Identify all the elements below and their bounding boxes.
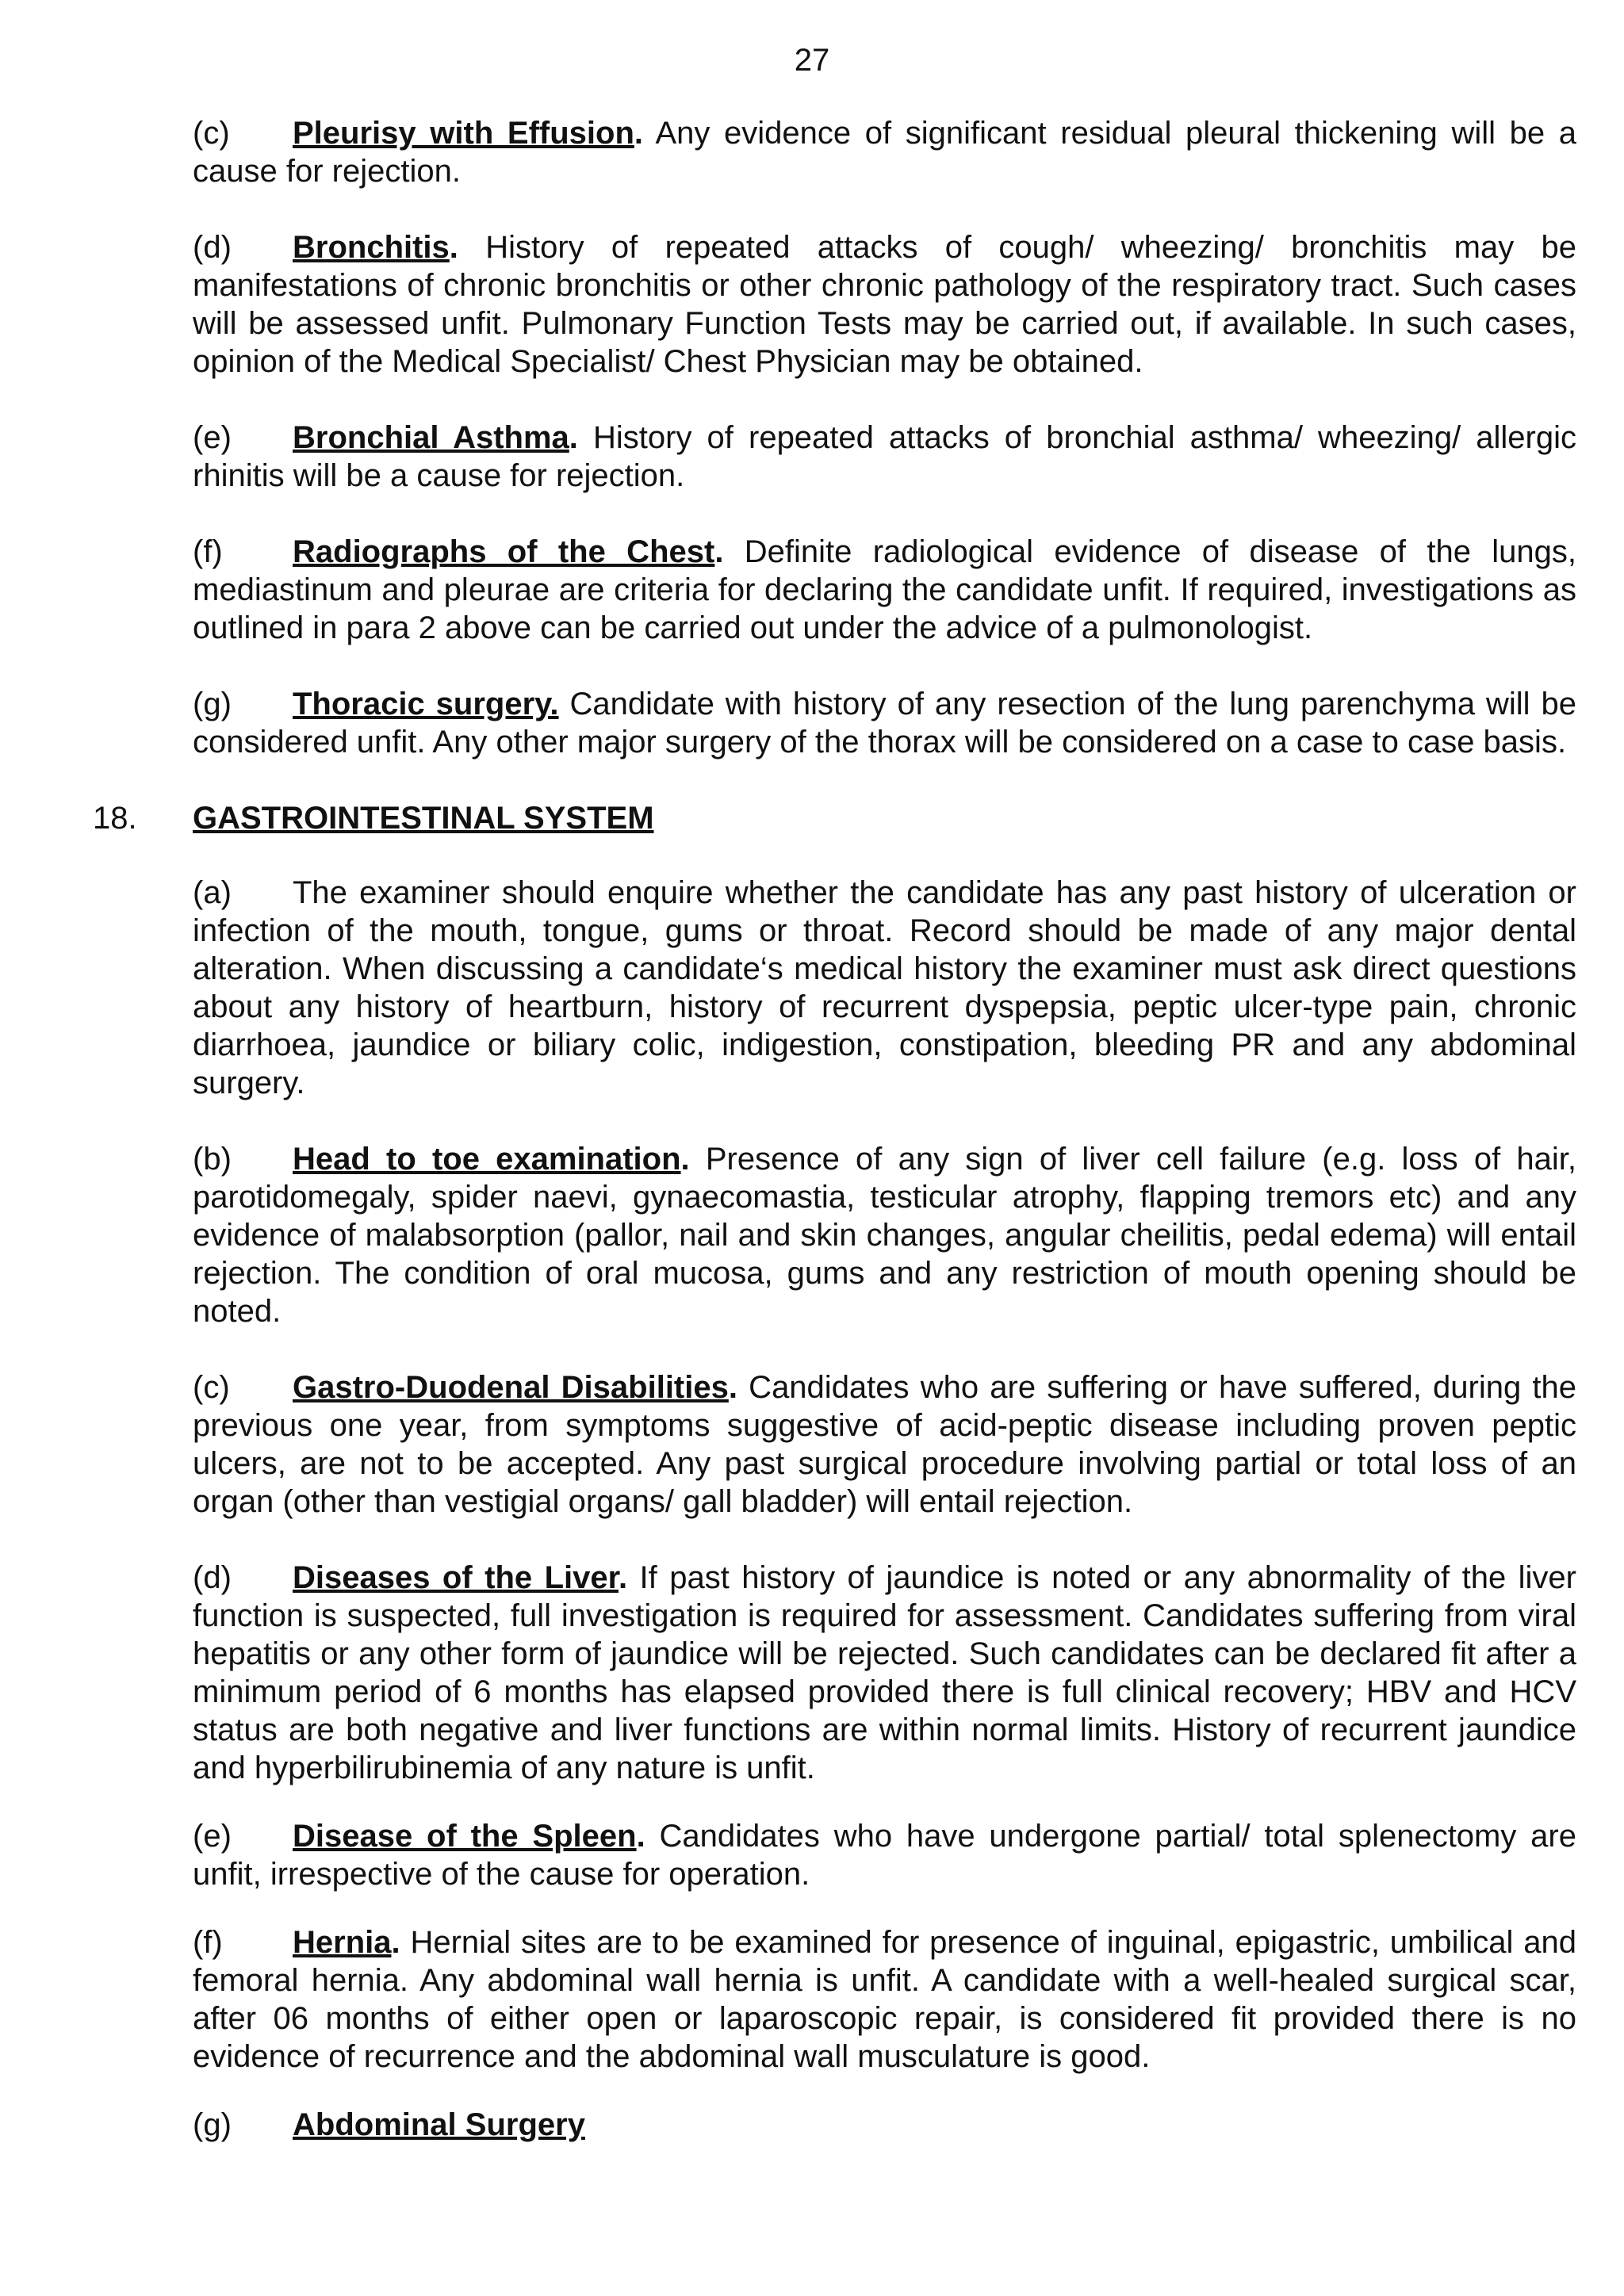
subitem-paragraph	[193, 228, 1576, 381]
subitem-paragraph	[193, 1817, 1576, 1893]
subitem-heading: Head to toe examination	[293, 1142, 681, 1177]
gastrointestinal-subitems	[193, 874, 1576, 2144]
subitem-text: Definite radiological evidence of disease of the lungs, mediastinum and pleurae are criteria for declaring the candidate unfit. If required, investigations as outlined in para 2 above can be carried out under the advice of a pulmonologist.	[193, 534, 1576, 645]
subitem-text: The examiner should enquire whether the candidate has any past history of ulceration or infection of the mouth, tongue, gums or throat. Record should be made of any major dental alteration. When discussing a candidate‘s medical history the examiner must ask direct questions about any history of heartburn, history of recurrent dyspepsia, peptic ulcer-type pain, chronic diarrhoea, jaundice or biliary colic, indigestion, constipation, bleeding PR and any abdominal surgery.	[193, 875, 1576, 1100]
subitem-label: (b)	[193, 1142, 232, 1177]
heading-punctuation: .	[449, 230, 458, 265]
subitem-paragraph	[193, 685, 1576, 761]
heading-punctuation: .	[680, 1142, 690, 1177]
subitem-paragraph	[193, 114, 1576, 190]
subitem-label: (f)	[193, 534, 223, 569]
subitem-label: (g)	[193, 2107, 232, 2142]
subitem-text: Candidates who are suffering or have suffered, during the previous one year, from symptoms suggestive of acid-peptic disease including proven peptic ulcers, are not to be accepted. Any past surgical procedure involving partial or total loss of an organ (other than vestigial organs/ gall bladder) will entail rejection.	[193, 1370, 1576, 1519]
subitem-heading: Abdominal Surgery	[293, 2107, 585, 2142]
subitem-label: (c)	[193, 1370, 230, 1405]
subitem-paragraph	[193, 533, 1576, 647]
subitem-paragraph	[193, 1368, 1576, 1521]
section-title: GASTROINTESTINAL SYSTEM	[193, 801, 654, 836]
subitem-label: (a)	[193, 875, 232, 910]
heading-punctuation: .	[634, 116, 644, 151]
subitem-text: History of repeated attacks of bronchial asthma/ wheezing/ allergic rhinitis will be a cause for rejection.	[193, 420, 1576, 493]
page-number: 27	[794, 43, 830, 78]
subitem-label: (d)	[193, 1560, 232, 1595]
subitem-text: If past history of jaundice is noted or any abnormality of the liver function is suspected, full investigation is required for assessment. Candidates suffering from viral hepatitis or any other form of jaundice will be rejected. Such candidates can be declared fit after a minimum period of 6 months has elapsed provided there is full clinical recovery; HBV and HCV status are both negative and liver functions are within normal limits. History of recurrent jaundice and hyperbilirubinemia of any nature is unfit.	[193, 1560, 1576, 1785]
subitem-paragraph	[193, 1923, 1576, 2076]
subitem-heading: Radiographs of the Chest	[293, 534, 715, 569]
heading-punctuation: .	[391, 1925, 400, 1960]
subitem-paragraph	[193, 419, 1576, 495]
subitem-label: (f)	[193, 1925, 223, 1960]
heading-punctuation: .	[636, 1819, 645, 1854]
subitem-text: Hernial sites are to be examined for presence of inguinal, epigastric, umbilical and femoral hernia. Any abdominal wall hernia is unfit. A candidate with a well-healed surgical scar, after 06 months of either open or laparoscopic repair, is considered fit provided there is no evidence of recurrence and the abdominal wall musculature is good.	[193, 1925, 1576, 2074]
subitem-label: (e)	[193, 420, 232, 455]
section-heading	[93, 799, 1576, 837]
subitem-paragraph	[193, 874, 1576, 1102]
subitem-paragraph	[193, 2106, 1576, 2144]
subitem-label: (e)	[193, 1819, 232, 1854]
subitem-text: Presence of any sign of liver cell failure (e.g. loss of hair, parotidomegaly, spider naevi, gynaecomastia, testicular atrophy, flapping tremors etc) and any evidence of malabsorption (pallor, nail and skin changes, angular cheilitis, pedal edema) will entail rejection. The condition of oral mucosa, gums and any restriction of mouth opening should be noted.	[193, 1142, 1576, 1329]
section-number: 18.	[93, 801, 137, 836]
subitem-heading: Thoracic surgery.	[293, 687, 559, 721]
heading-punctuation: .	[618, 1560, 628, 1595]
subitem-label: (g)	[193, 687, 232, 721]
subitem-text: History of repeated attacks of cough/ wheezing/ bronchitis may be manifestations of chronic bronchitis or other chronic pathology of the respiratory tract. Such cases will be assessed unfit. Pulmonary Function Tests may be carried out, if available. In such cases, opinion of the Medical Specialist/ Chest Physician may be obtained.	[193, 230, 1576, 379]
subitem-heading: Pleurisy with Effusion	[293, 116, 634, 151]
document-body	[93, 114, 1576, 2174]
subitem-text: Candidate with history of any resection of the lung parenchyma will be considered unfit. Any other major surgery of the thorax will be considered on a case to case basis.	[193, 687, 1576, 760]
heading-punctuation: .	[728, 1370, 737, 1405]
subitem-heading: Bronchial Asthma	[293, 420, 569, 455]
heading-punctuation: .	[714, 534, 724, 569]
subitem-label: (c)	[193, 116, 230, 151]
subitem-heading: Bronchitis	[293, 230, 450, 265]
subitem-heading: Hernia	[293, 1925, 392, 1960]
subitem-heading: Gastro-Duodenal Disabilities	[293, 1370, 729, 1405]
heading-punctuation: .	[569, 420, 578, 455]
subitem-text: Candidates who have undergone partial/ total splenectomy are unfit, irrespective of the cause for operation.	[193, 1819, 1576, 1892]
subitem-label: (d)	[193, 230, 232, 265]
subitem-text: Any evidence of significant residual pleural thickening will be a cause for rejection.	[193, 116, 1576, 189]
subitem-paragraph	[193, 1140, 1576, 1330]
respiratory-subitems	[193, 114, 1576, 761]
subitem-heading: Disease of the Spleen	[293, 1819, 637, 1854]
subitem-paragraph	[193, 1559, 1576, 1787]
subitem-heading: Diseases of the Liver	[293, 1560, 619, 1595]
